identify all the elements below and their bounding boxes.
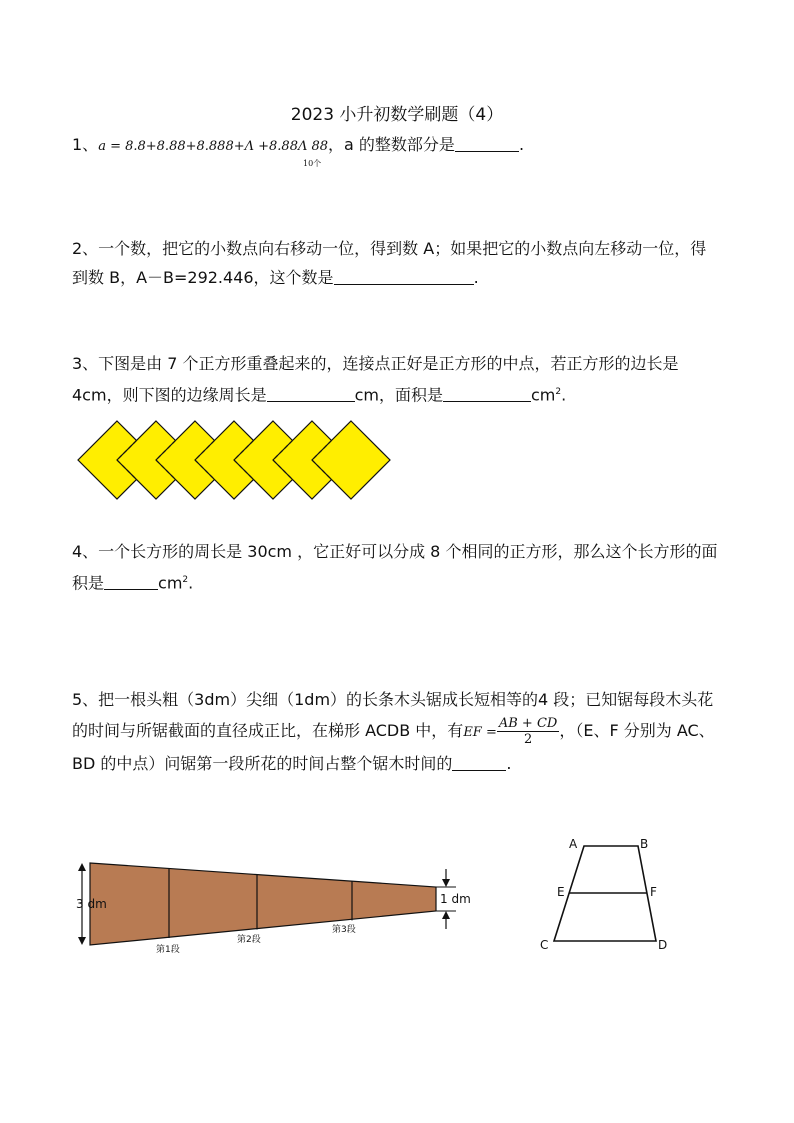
left-dimension-label: 3 dm <box>76 897 107 911</box>
question-1: 1、a = 8.8+8.88+8.888+Λ +8.88Λ 88，a 的整数部分是 . <box>72 135 525 154</box>
vertex-label-d: D <box>658 938 668 952</box>
q5-ef-formula: EF = <box>463 725 497 740</box>
q1-answer-blank[interactable] <box>455 134 519 152</box>
q1-number: 1、 <box>72 135 99 154</box>
question-2: 2、一个数，把它的小数点向右移动一位，得到数 A；如果把它的小数点向左移动一位，得到数 B，A－B=292.446，这个数是 . <box>72 239 707 287</box>
point-label-f: F <box>650 885 657 899</box>
arrow-up-icon <box>442 911 450 919</box>
segment-label-1: 第1段 <box>156 945 180 955</box>
segment-label-3: 第3段 <box>332 925 356 935</box>
segment-label-2: 第2段 <box>237 935 261 945</box>
overlapping-squares-figure <box>70 412 400 508</box>
question-4: 4、一个长方形的周长是 30cm ，它正好可以分成 8 个相同的正方形，那么这个长方形的面积是 $cm^2$. <box>72 542 718 593</box>
q4-text: 4、一个长方形的周长是 30cm ，它正好可以分成 8 个相同的正方形，那么这个长方形的面积是 <box>72 542 718 593</box>
page-title: 2023 小升初数学刷题（4） <box>290 105 504 125</box>
q2-text: 2、一个数，把它的小数点向右移动一位，得到数 A；如果把它的小数点向左移动一位，得到数 B，A－B=292.446，这个数是 <box>72 239 707 287</box>
q1-formula: a = 8.8+8.88+8.888+Λ +8.88Λ 88 <box>98 139 329 154</box>
trapezoid-figure <box>530 832 680 957</box>
vertex-label-a: A <box>569 837 578 851</box>
log-body <box>90 863 436 945</box>
q5-fraction: $\frac{AB + CD}{2}$ <box>498 716 558 747</box>
log-figure <box>72 855 482 955</box>
question-3: 3、下图是由 7 个正方形重叠起来的，连接点正好是正方形的中点，若正方形的边长是 4cm，则下图的边缘周长是 cm，面积是 $cm^2$. <box>72 354 679 405</box>
question-5: 5、把一根头粗（3dm）尖细（1dm）的长条木头锯成长短相等的4 段；已知锯每段木头花的时间与所锯截面的直径成正比，在梯形 ACDB 中，有EF = $\frac{AB + CD}{2}$ ，（E、F 分别为 AC、BD 的中点）问锯第一段所花的时间占整个锯木时间的 . <box>72 690 715 773</box>
q5-text-part2: ，（E、F 分别为 AC、BD 的中点）问锯第一段所花的时间占整个锯木时间的 <box>72 721 715 773</box>
point-label-e: E <box>557 885 565 899</box>
arrow-down-icon <box>78 937 86 945</box>
vertex-label-c: C <box>540 938 549 952</box>
q3-perimeter-blank[interactable] <box>267 384 355 402</box>
vertex-label-b: B <box>640 837 649 851</box>
q1-formula-underbrace-label: 10个 <box>303 159 322 168</box>
q5-text-part1: 5、把一根头粗（3dm）尖细（1dm）的长条木头锯成长短相等的4 段；已知锯每段木头花的时间与所锯截面的直径成正比，在梯形 ACDB 中，有 <box>72 690 714 740</box>
q3-area-blank[interactable] <box>443 384 531 402</box>
arrow-down-icon <box>442 879 450 887</box>
q1-text: ，a 的整数部分是 <box>328 135 455 154</box>
q5-answer-blank[interactable] <box>452 753 506 771</box>
q3-text: 3、下图是由 7 个正方形重叠起来的，连接点正好是正方形的中点，若正方形的边长是 4cm，则下图的边缘周长是 <box>72 354 679 405</box>
q4-answer-blank[interactable] <box>104 572 158 590</box>
arrow-up-icon <box>78 863 86 871</box>
q2-answer-blank[interactable] <box>334 267 474 285</box>
right-dimension-label: 1 dm <box>440 892 471 906</box>
